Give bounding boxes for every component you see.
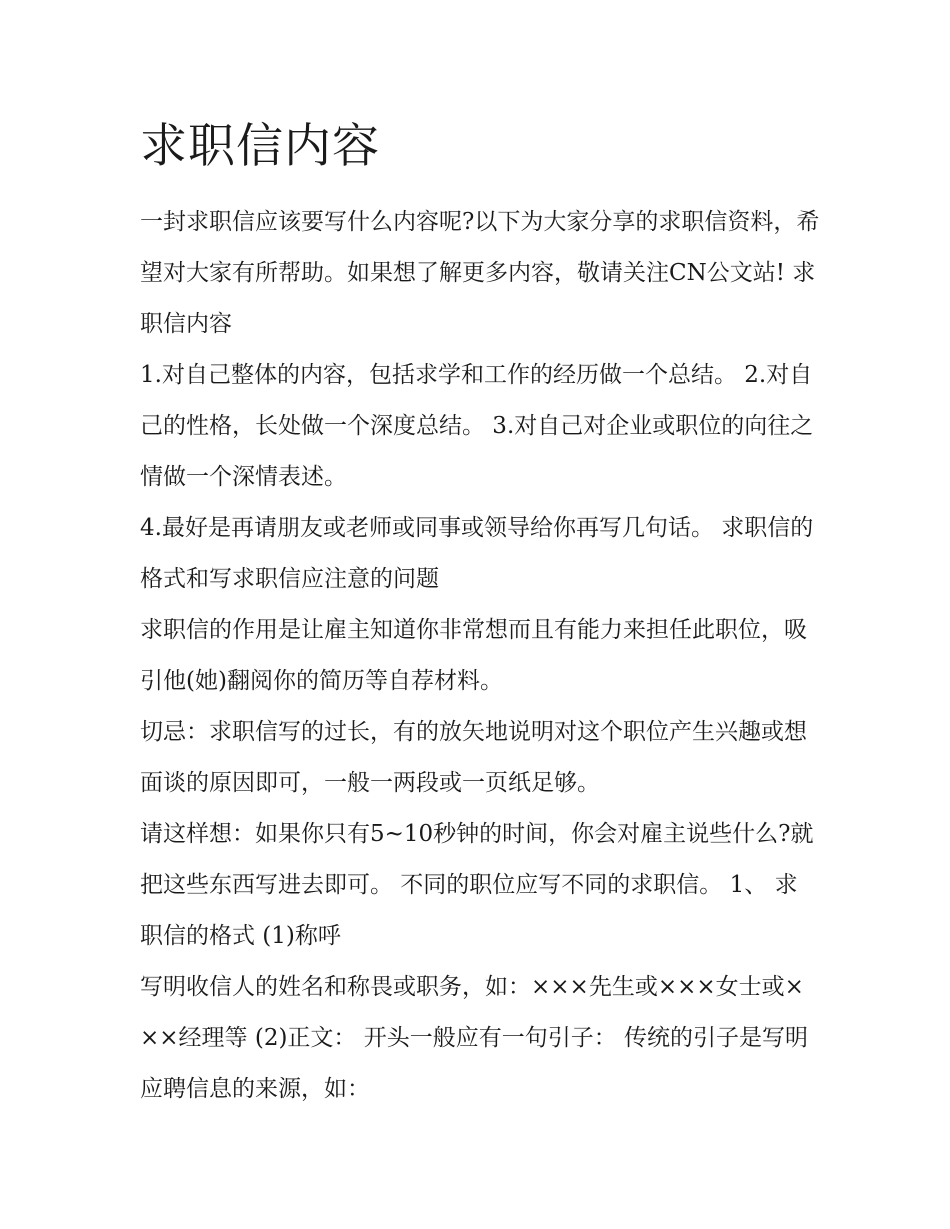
paragraph-intro: 一封求职信应该要写什么内容呢?以下为大家分享的求职信资料，希望对大家有所帮助。如果想了解更多内容，敬请关注CN公文站! 求职信内容 xyxy=(140,209,820,337)
paragraph-caution: 切忌：求职信写的过长，有的放矢地说明对这个职位产生兴趣或想面谈的原因即可，一般一两段或一页纸足够。 xyxy=(140,719,807,796)
paragraph-salutation: 写明收信人的姓名和称畏或职务，如：×××先生或×××女士或×××经理等 (2)正文： 开头一般应有一句引子： 传统的引子是写明应聘信息的来源，如： xyxy=(140,974,809,1102)
paragraph-point-4: 4.最好是再请朋友或老师或同事或领导给你再写几句话。 求职信的格式和写求职信应注意的问题 xyxy=(140,515,814,592)
paragraph-purpose: 求职信的作用是让雇主知道你非常想而且有能力来担任此职位，吸引他(她)翻阅你的简历等自荐材料。 xyxy=(140,617,807,694)
document-page xyxy=(140,112,820,1115)
paragraph-points-1-3: 1.对自己整体的内容，包括求学和工作的经历做一个总结。 2.对自己的性格，长处做一个深度总结。 3.对自己对企业或职位的向往之情做一个深情表述。 xyxy=(140,362,814,490)
document-title: 求职信内容 xyxy=(140,119,380,174)
paragraph-think: 请这样想：如果你只有5~10秒钟的时间，你会对雇主说些什么?就把这些东西写进去即可。 不同的职位应写不同的求职信。 1、 求职信的格式 (1)称呼 xyxy=(140,821,814,949)
